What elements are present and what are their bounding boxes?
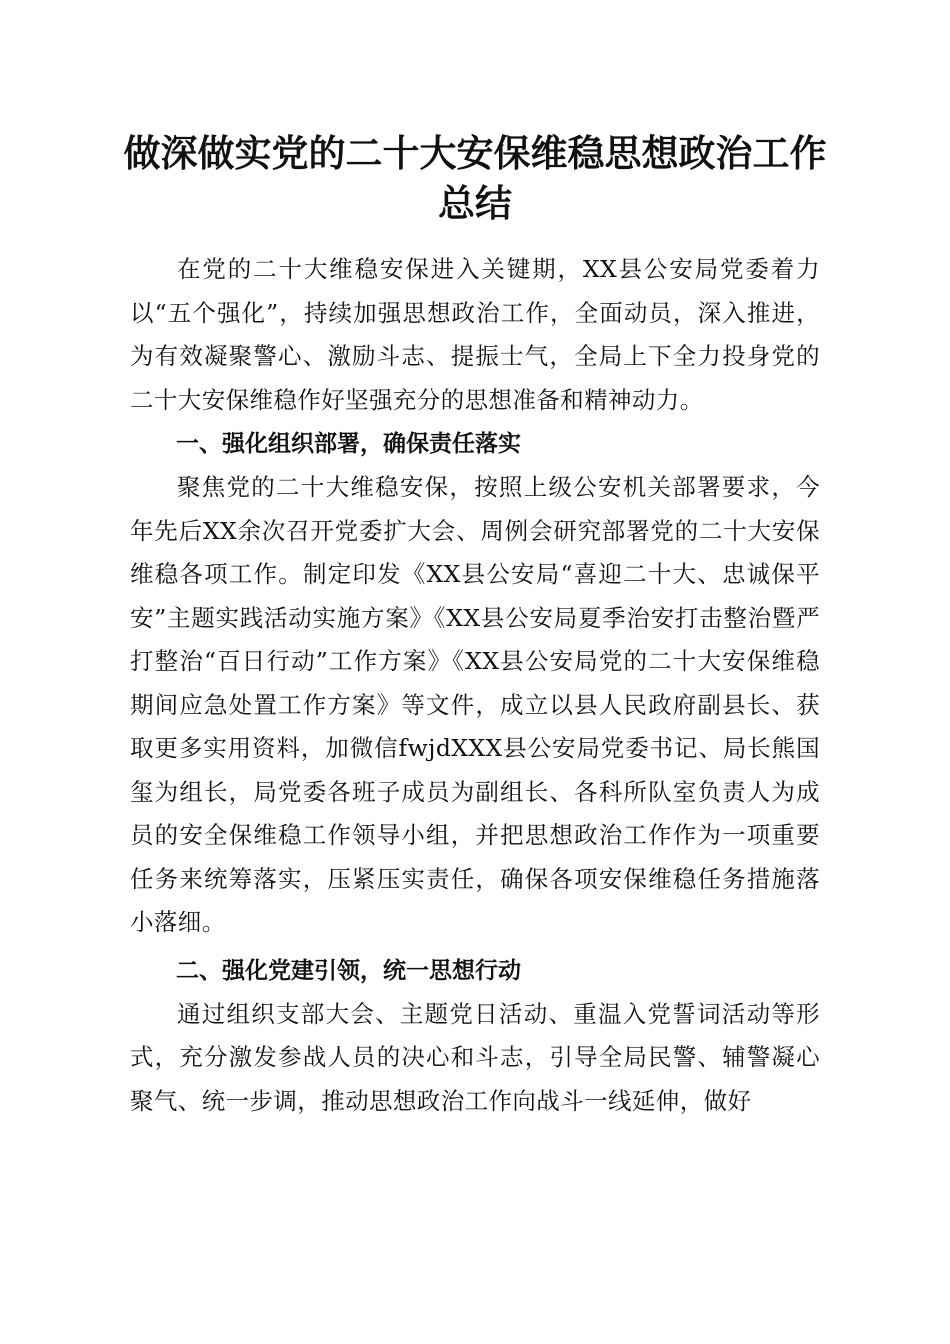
intro-paragraph: 在党的二十大维稳安保进入关键期，XX县公安局党委着力以“五个强化”，持续加强思想政治工作，全面动员，深入推进，为有效凝聚警心、激励斗志、提振士气，全局上下全力投身党的二十大安保维稳作好坚强充分的思想准备和精神动力。 bbox=[130, 255, 820, 414]
document-title: 做深做实党的二十大安保维稳思想政治工作总结 bbox=[123, 131, 827, 225]
section-heading-2: 二、强化党建引领，统一思想行动 bbox=[176, 957, 521, 984]
section-heading-1: 一、强化组织部署，确保责任落实 bbox=[176, 431, 521, 457]
section-2-paragraph: 通过组织支部大会、主题党日活动、重温入党誓词活动等形式，充分激发参战人员的决心和斗志，引导全局民警、辅警凝心聚气、统一步调，推动思想政治工作向战斗一线延伸，做好 bbox=[130, 999, 820, 1115]
section-1-paragraph: 聚焦党的二十大维稳安保，按照上级公安机关部署要求，今年先后XX余次召开党委扩大会、周例会研究部署党的二十大安保维稳各项工作。制定印发《XX县公安局“喜迎二十大、忠诚保平安”主题实践活动实施方案》《XX县公安局夏季治安打击整治暨严打整治“百日行动”工作方案》《XX县公安局党的二十大安保维稳期间应急处置工作方案》等文件，成立以县人民政府副县长、获取更多实用资料，加微信fwjdXXX县公安局党委书记、局长熊国玺为组长，局党委各班子成员为副组长、各科所队室负责人为成员的安全保维稳工作领导小组，并把思想政治工作作为一项重要任务来统筹落实，压紧压实责任，确保各项安保维稳任务措施落小落细。 bbox=[130, 473, 820, 936]
document-body bbox=[130, 248, 820, 1123]
